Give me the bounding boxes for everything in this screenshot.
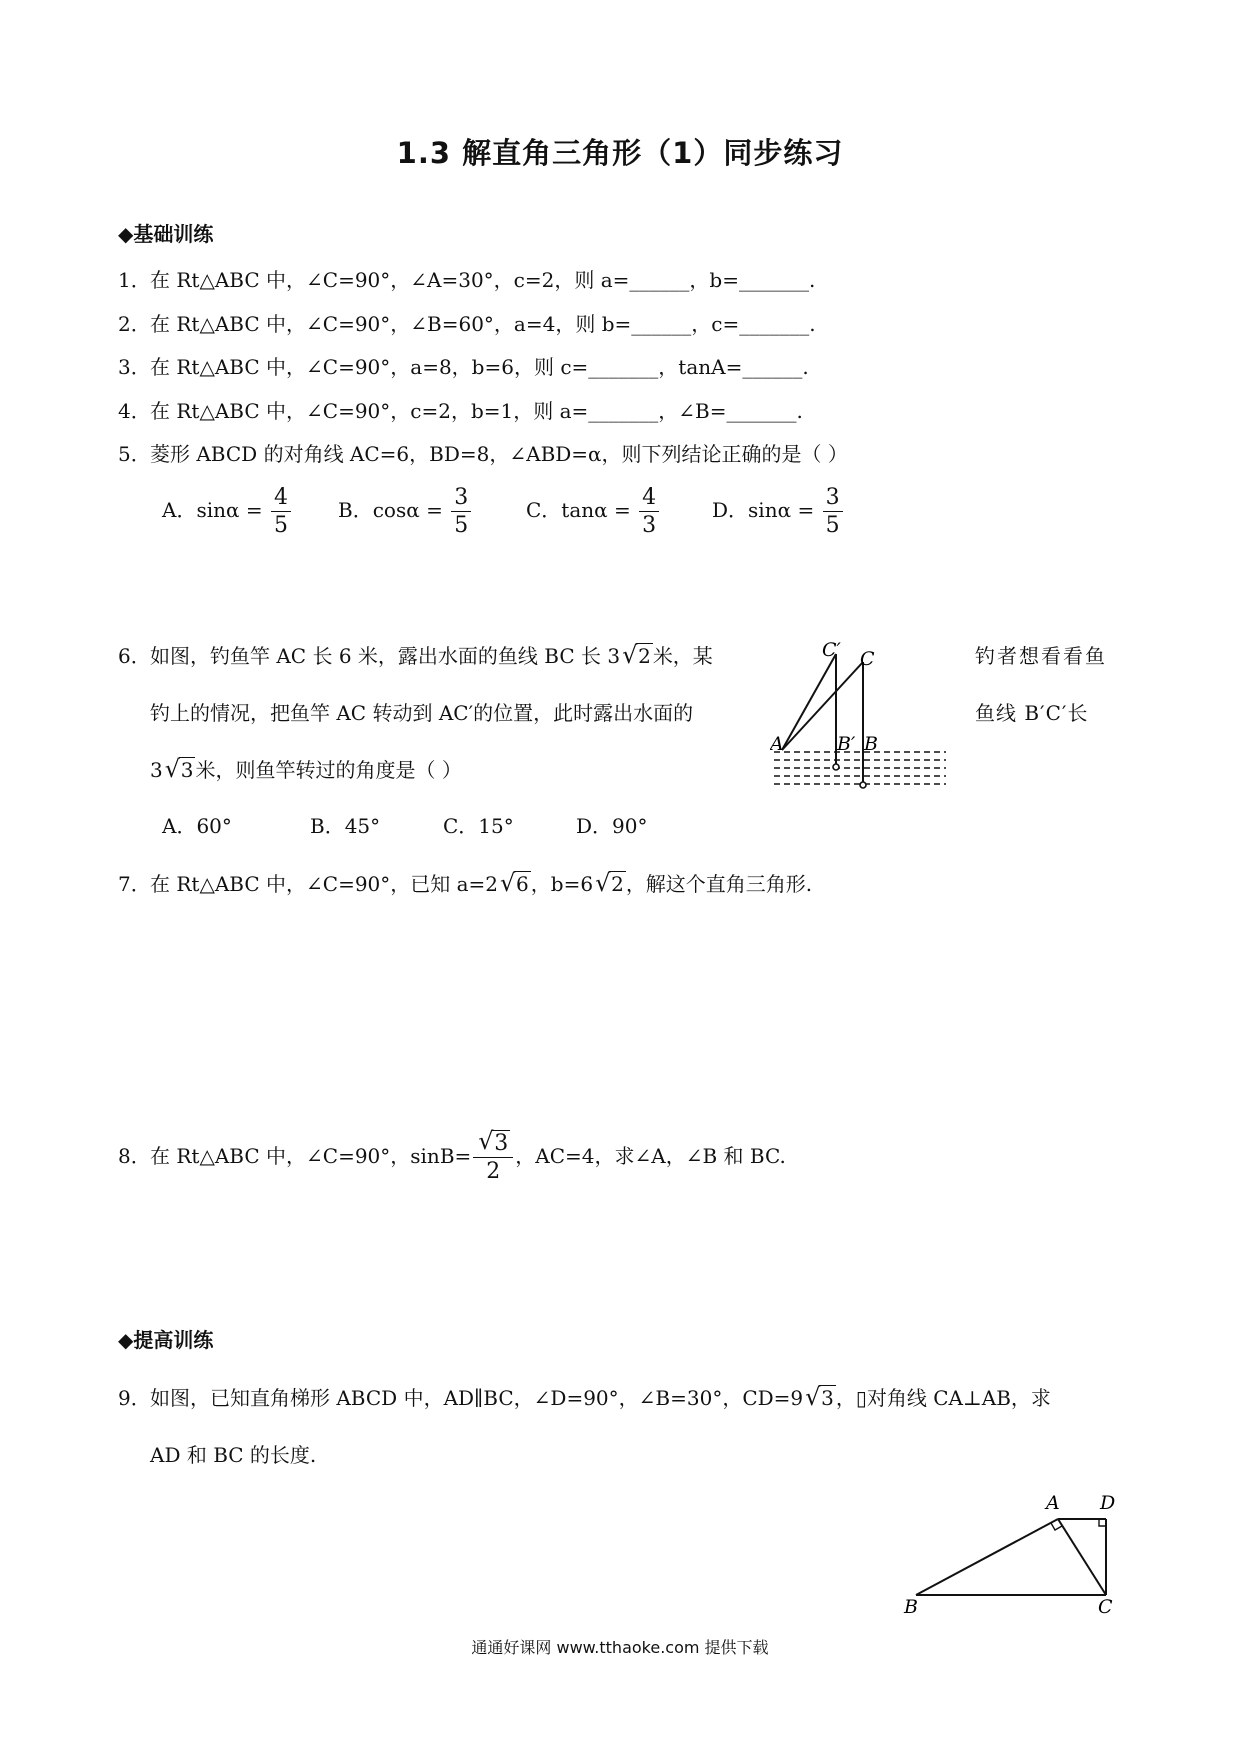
water-surface	[774, 752, 946, 784]
question-6-line-3: 3√ 3 米，则鱼竿转过的角度是（ ）	[150, 754, 462, 783]
square-root: √ 3	[805, 1386, 836, 1410]
question-text: 在 Rt△ABC 中，∠C=90°，∠B=60°，a=4，则 b=______，c=_______.	[150, 312, 816, 336]
question-number: 7．	[118, 872, 151, 896]
question-number: 5．	[118, 442, 151, 466]
q6-option-a: A．60°	[162, 814, 232, 838]
question-number: 9．	[118, 1386, 151, 1410]
question-text: 在 Rt△ABC 中，∠C=90°，∠A=30°，c=2，则 a=______，b=_______.	[150, 268, 816, 292]
label-b: B	[904, 1596, 918, 1615]
question-text: 菱形 ABCD 的对角线 AC=6，BD=8，∠ABD=α，则下列结论正确的是（ ）	[150, 442, 848, 466]
section-basic-heading: ◆基础训练	[118, 222, 214, 246]
question-text: 在 Rt△ABC 中，∠C=90°，a=8，b=6，则 c=_______，tanA=______.	[150, 355, 809, 379]
q5-option-d	[712, 486, 845, 537]
label-c: C	[1098, 1596, 1113, 1615]
label-b: B	[864, 733, 878, 755]
question-9-line-2: AD 和 BC 的长度.	[150, 1443, 317, 1467]
fraction: √ $\frac{3}{2}$	[473, 1132, 513, 1183]
question-6-line-2-right: 鱼线 B′C′长	[975, 701, 1089, 725]
question-8: 8．在 Rt△ABC 中，∠C=90°，sinB= √ $\frac{3}{2}$ ，AC=4，求∠A，∠B 和 BC.	[118, 1132, 786, 1183]
question-4	[118, 395, 803, 424]
question-7: 7．在 Rt△ABC 中，∠C=90°，已知 a=2√ 6 ，b=6√ 2 ，解这个直角三角形.	[118, 868, 812, 897]
diagonal-ca	[1058, 1519, 1106, 1595]
square-root: √ 3	[165, 758, 196, 782]
label-d: D	[1100, 1492, 1116, 1514]
q5-option-b	[338, 486, 473, 537]
question-5	[118, 438, 848, 467]
section-advanced-heading: ◆提高训练	[118, 1328, 214, 1352]
option-label: B．cosα =	[338, 498, 443, 523]
page-title: 1.3 解直角三角形（1）同步练习	[396, 136, 844, 170]
option-label: C．tanα =	[526, 498, 631, 523]
square-root: √ 2	[622, 644, 653, 668]
fraction: $\frac{3}{5}$	[451, 486, 471, 537]
question-number: 1．	[118, 268, 151, 292]
option-label: A．sinα =	[162, 498, 263, 523]
fraction: $\frac{4}{3}$	[639, 486, 659, 537]
question-number: 8．	[118, 1144, 151, 1169]
question-6-line-2: 钓上的情况，把鱼竿 AC 转动到 AC′的位置，此时露出水面的	[150, 701, 694, 725]
label-a: A	[770, 733, 784, 755]
label-c: C	[860, 648, 875, 670]
question-2	[118, 308, 816, 337]
label-a: A	[1046, 1492, 1060, 1514]
label-b-prime: B′	[837, 733, 856, 755]
option-label: D．sinα =	[712, 498, 815, 523]
question-number: 2．	[118, 312, 151, 336]
question-3	[118, 351, 809, 380]
fraction: $\frac{4}{5}$	[271, 486, 291, 537]
page-footer: 通通好课网 www.tthaoke.com 提供下载	[471, 1638, 769, 1657]
square-root: √ 6	[500, 872, 531, 896]
q6-option-c: C．15°	[443, 814, 514, 838]
side-ab	[916, 1519, 1058, 1595]
rod-ac-prime	[782, 654, 836, 750]
question-6-line-1: 6．如图，钓鱼竿 AC 长 6 米，露出水面的鱼线 BC 长 3√ 2 米，某	[118, 640, 713, 669]
question-number: 3．	[118, 355, 151, 379]
fishing-rod-figure	[770, 640, 950, 790]
fraction: $\frac{3}{5}$	[823, 486, 843, 537]
label-c-prime: C′	[822, 640, 841, 661]
hook-b-prime	[833, 764, 839, 770]
q5-option-a	[162, 486, 293, 537]
question-text: 在 Rt△ABC 中，∠C=90°，c=2，b=1，则 a=_______，∠B=_______.	[150, 399, 803, 423]
square-root: √ 2	[595, 872, 626, 896]
question-number: 4．	[118, 399, 151, 423]
question-1	[118, 264, 815, 293]
question-number: 6．	[118, 644, 151, 668]
question-9-line-1: 9．如图，已知直角梯形 ABCD 中，AD∥BC，∠D=90°，∠B=30°，CD=9√ 3 ，▯对角线 CA⊥AB，求	[118, 1382, 1051, 1411]
q6-option-d: D．90°	[576, 814, 648, 838]
hook-b	[860, 782, 866, 788]
q5-option-c	[526, 486, 661, 537]
q6-option-b: B．45°	[310, 814, 381, 838]
square-root: √ 3	[478, 1132, 510, 1155]
trapezoid-figure	[900, 1485, 1130, 1615]
question-6-line-1-right: 钓者想看看鱼	[975, 644, 1107, 668]
